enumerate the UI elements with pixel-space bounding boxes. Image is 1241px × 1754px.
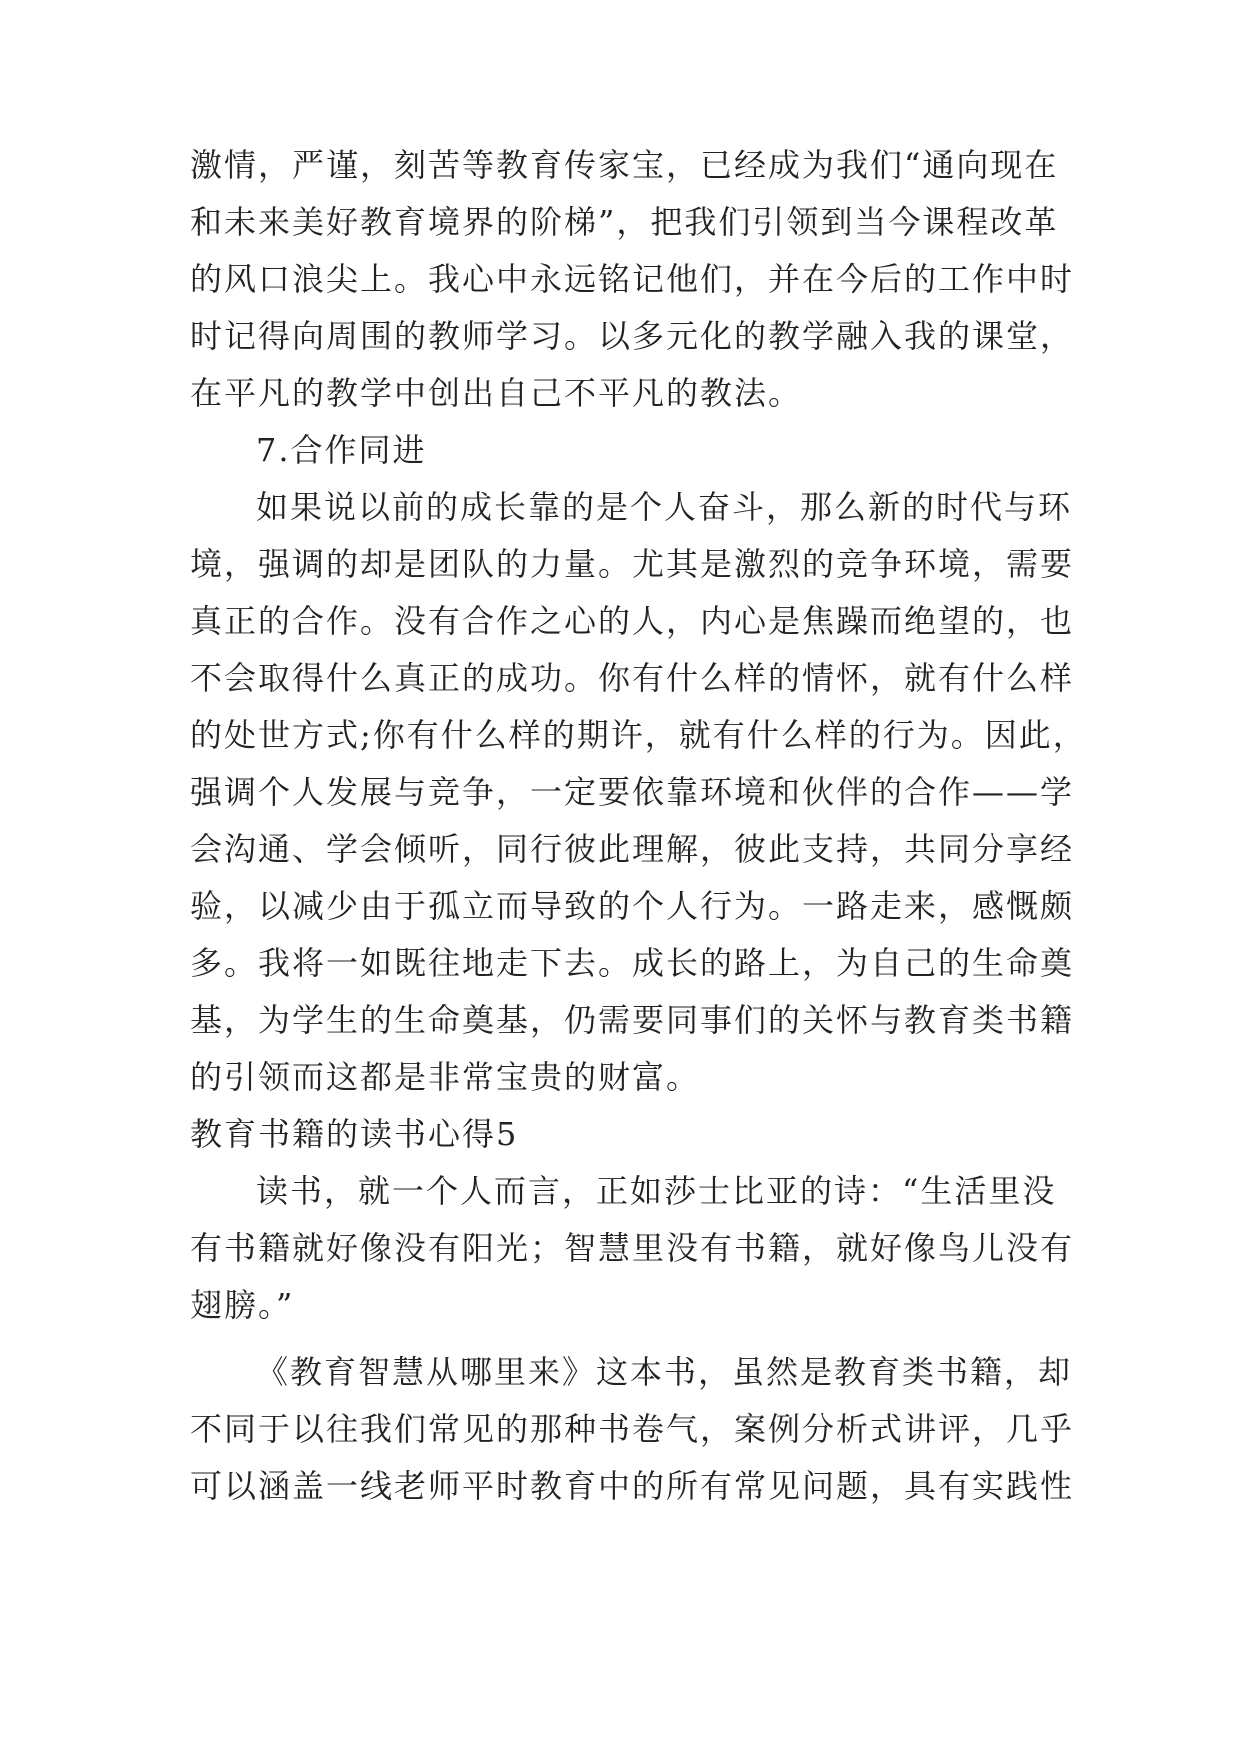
article-title: 教育书籍的读书心得5 <box>190 1115 519 1153</box>
text-line: 的引领而这都是非常宝贵的财富。 <box>190 1058 701 1096</box>
text-line: 和未来美好教育境界的阶梯”，把我们引领到当今课程改革 <box>190 203 1059 241</box>
text-line: 境，强调的却是团队的力量。尤其是激烈的竞争环境，需要 <box>190 545 1075 583</box>
text-line: 在平凡的教学中创出自己不平凡的教法。 <box>190 374 803 412</box>
text-line: 基，为学生的生命奠基，仍需要同事们的关怀与教育类书籍 <box>190 1001 1075 1039</box>
text-line: 《教育智慧从哪里来》这本书，虽然是教育类书籍，却 <box>256 1353 1073 1391</box>
text-line: 不同于以往我们常见的那种书卷气，案例分析式讲评，几乎 <box>190 1410 1075 1448</box>
text-line: 验，以减少由于孤立而导致的个人行为。一路走来，感慨颇 <box>190 887 1075 925</box>
text-line: 翅膀。” <box>190 1286 295 1324</box>
text-line: 会沟通、学会倾听，同行彼此理解，彼此支持，共同分享经 <box>190 830 1075 868</box>
text-line: 不会取得什么真正的成功。你有什么样的情怀，就有什么样 <box>190 659 1075 697</box>
text-line: 真正的合作。没有合作之心的人，内心是焦躁而绝望的，也 <box>190 602 1075 640</box>
text-line: 读书，就一个人而言，正如莎士比亚的诗：“生活里没 <box>256 1172 1057 1210</box>
text-line: 强调个人发展与竞争，一定要依靠环境和伙伴的合作——学 <box>190 773 1075 811</box>
text-line: 的风口浪尖上。我心中永远铭记他们，并在今后的工作中时 <box>190 260 1075 298</box>
text-line: 激情，严谨，刻苦等教育传家宝，已经成为我们“通向现在 <box>190 146 1059 184</box>
section-heading: 7.合作同进 <box>256 431 427 469</box>
text-line: 时记得向周围的教师学习。以多元化的教学融入我的课堂， <box>190 317 1075 355</box>
text-line: 的处世方式;你有什么样的期许，就有什么样的行为。因此， <box>190 716 1087 754</box>
text-line: 如果说以前的成长靠的是个人奋斗，那么新的时代与环 <box>256 488 1073 526</box>
text-line: 多。我将一如既往地走下去。成长的路上，为自己的生命奠 <box>190 944 1075 982</box>
text-line: 可以涵盖一线老师平时教育中的所有常见问题，具有实践性 <box>190 1467 1075 1505</box>
text-line: 有书籍就好像没有阳光；智慧里没有书籍，就好像鸟儿没有 <box>190 1229 1075 1267</box>
